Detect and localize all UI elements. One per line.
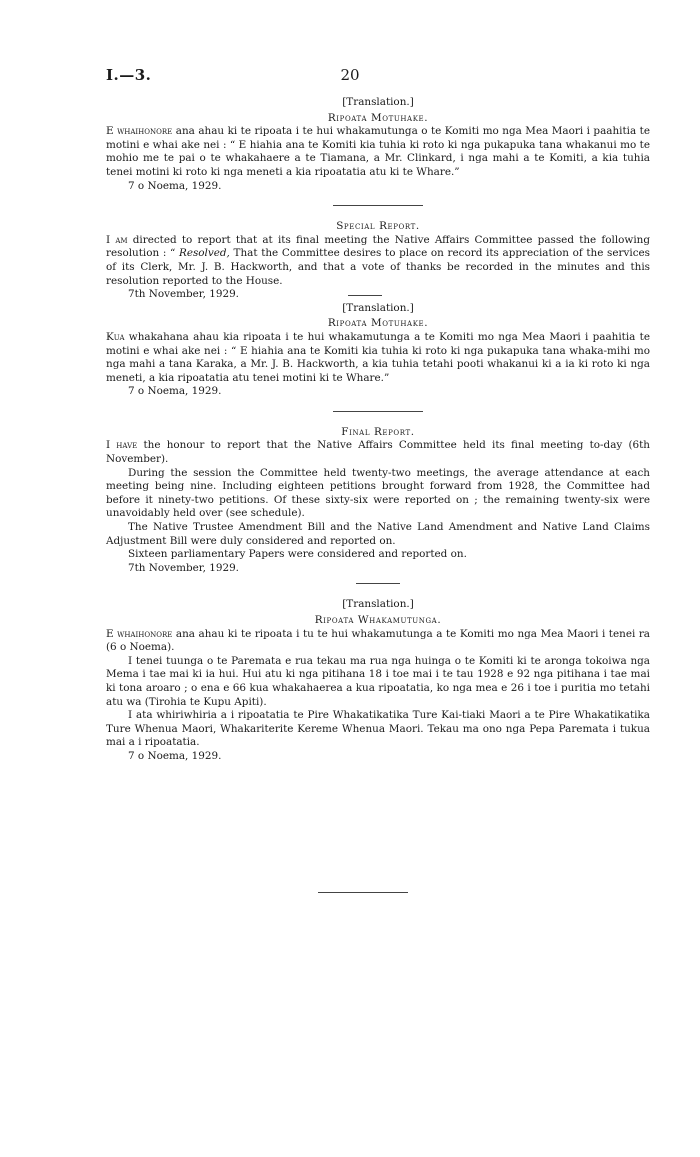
page-number: 20 xyxy=(340,66,360,84)
resolved-word: Resolved, xyxy=(179,247,230,260)
translation-bracket: [Translation.] xyxy=(342,598,414,611)
translation-bracket: [Translation.] xyxy=(342,96,414,108)
date-line: 7th November, 1929. xyxy=(128,561,239,574)
paragraph: E whaihonore ana ahau ki te ripoata i tu te hui whakamutunga a te Komiti mo nga Mea Maori i tenei ra (6 o Noema). xyxy=(106,627,650,654)
paragraph: I am directed to report that at its final meeting the Native Affairs Committee passed the following resolution : “ Resolved, That the Committee desires to place on record its appreciation of the services of its Clerk, Mr. J. B. Hackworth, and that a vote of thanks be recorded in the minutes and this resolution reported to the House. xyxy=(106,233,650,287)
paragraph: Kua whakahana ahau kia ripoata i te hui whakamutunga a te Komiti mo nga Mea Maori i paahitia te motini e whai ake nei : “ E hiahia ana te Komiti kia tuhia ki roto ki nga pukapuka tana whaka-mihi mo nga mahi a tana Karaka, a Mr. J. B. Hackworth, a kia tuhia tetahi pooti whakanui ki a ia ki roto ki nga meneti, a kia ripoatatia atu tenei motini ki te Whare.” xyxy=(106,330,650,384)
date-line: 7 o Noema, 1929. xyxy=(128,749,222,762)
section-heading: Ripoata Motuhake. xyxy=(327,317,429,330)
lead-words: I am xyxy=(106,233,128,246)
paragraph: The Native Trustee Amendment Bill and the Native Land Amendment and Native Land Claims Adjustment Bill were duly considered and reported on. xyxy=(106,521,650,547)
paragraph: Sixteen parliamentary Papers were considered and reported on. xyxy=(128,548,467,561)
section-special-report xyxy=(106,220,650,302)
page-content xyxy=(106,96,650,764)
section-heading: Ripoata Motuhake. xyxy=(327,111,429,124)
section-translation-special-2 xyxy=(106,302,650,399)
section-divider xyxy=(356,583,400,584)
section-final-report xyxy=(106,426,650,576)
section-heading: Special Report. xyxy=(336,220,420,233)
section-heading: Final Report. xyxy=(341,425,415,438)
paragraph: During the session the Committee held twenty-two meetings, the average attendance at each meeting being nine. Including eighteen petitions brought forward from 1928, the Committee had before it ninety-two petitions. Of these sixty-six were reported on ; the remaining twenty-six were unavoidably held over (see schedule). xyxy=(106,466,650,520)
lead-words: I have xyxy=(106,439,138,452)
paragraph: E whaihonore ana ahau ki te ripoata i te hui whakamutunga o te Komiti mo nga Mea Maori i paahitia te motini e whai ake nei : “ E hiahia ana te Komiti kia tuhia ki roto ki nga pukapuka tana whakanui mo te mohio me te pai o te whakahaere a te Tiamana, a Mr. Clinkard, i nga mahi a te Komiti, a kia tuhia tenei motini ki roto ki nga meneti a kia ripoatatia atu ki te Whare.” xyxy=(106,125,650,178)
date-line: 7th November, 1929. xyxy=(128,288,239,301)
date-line: 7 o Noema, 1929. xyxy=(128,179,222,192)
section-translation-special-1 xyxy=(106,96,650,193)
section-divider xyxy=(333,205,423,206)
section-divider xyxy=(333,411,423,412)
lead-words: Kua xyxy=(106,330,125,343)
paragraph: I tenei tuunga o te Paremata e rua tekau ma rua nga huinga o te Komiti ki te aronga tokoiwa nga Mema i tae mai ki ia hui. Hui atu ki nga pitihana 18 i toe mai i te tau 1928 e 92 nga pitihana i tae mai ki tona aroaro ; o ena e 66 kua whakahaerea a kua ripoatatia, ko nga mea e 26 i toe i puritia mo tetahi atu wa (Tirohia te Kupu Apiti). xyxy=(106,654,650,708)
section-translation-final xyxy=(106,598,650,763)
end-divider xyxy=(318,892,408,893)
paragraph: I ata whiriwhiria a i ripoatatia te Pire Whakatikatika Ture Kai-tiaki Maori a te Pire Whakatikatika Ture Whenua Maori, Whakariterite Kereme Whenua Maori. Tekau ma ono nga Pepa Paremata i tukua mai a i ripoatatia. xyxy=(106,709,650,749)
lead-words: E whaihonore xyxy=(106,627,173,640)
translation-bracket: [Translation.] xyxy=(342,301,414,314)
section-heading: Ripoata Whakamutunga. xyxy=(314,614,442,626)
lead-words: E whaihonore xyxy=(106,125,173,138)
document-reference: I.—3. xyxy=(106,66,152,84)
paragraph: I have the honour to report that the Native Affairs Committee held its final meeting to-day (6th November). xyxy=(106,439,650,466)
short-divider xyxy=(348,295,382,296)
date-line: 7 o Noema, 1929. xyxy=(128,385,222,398)
